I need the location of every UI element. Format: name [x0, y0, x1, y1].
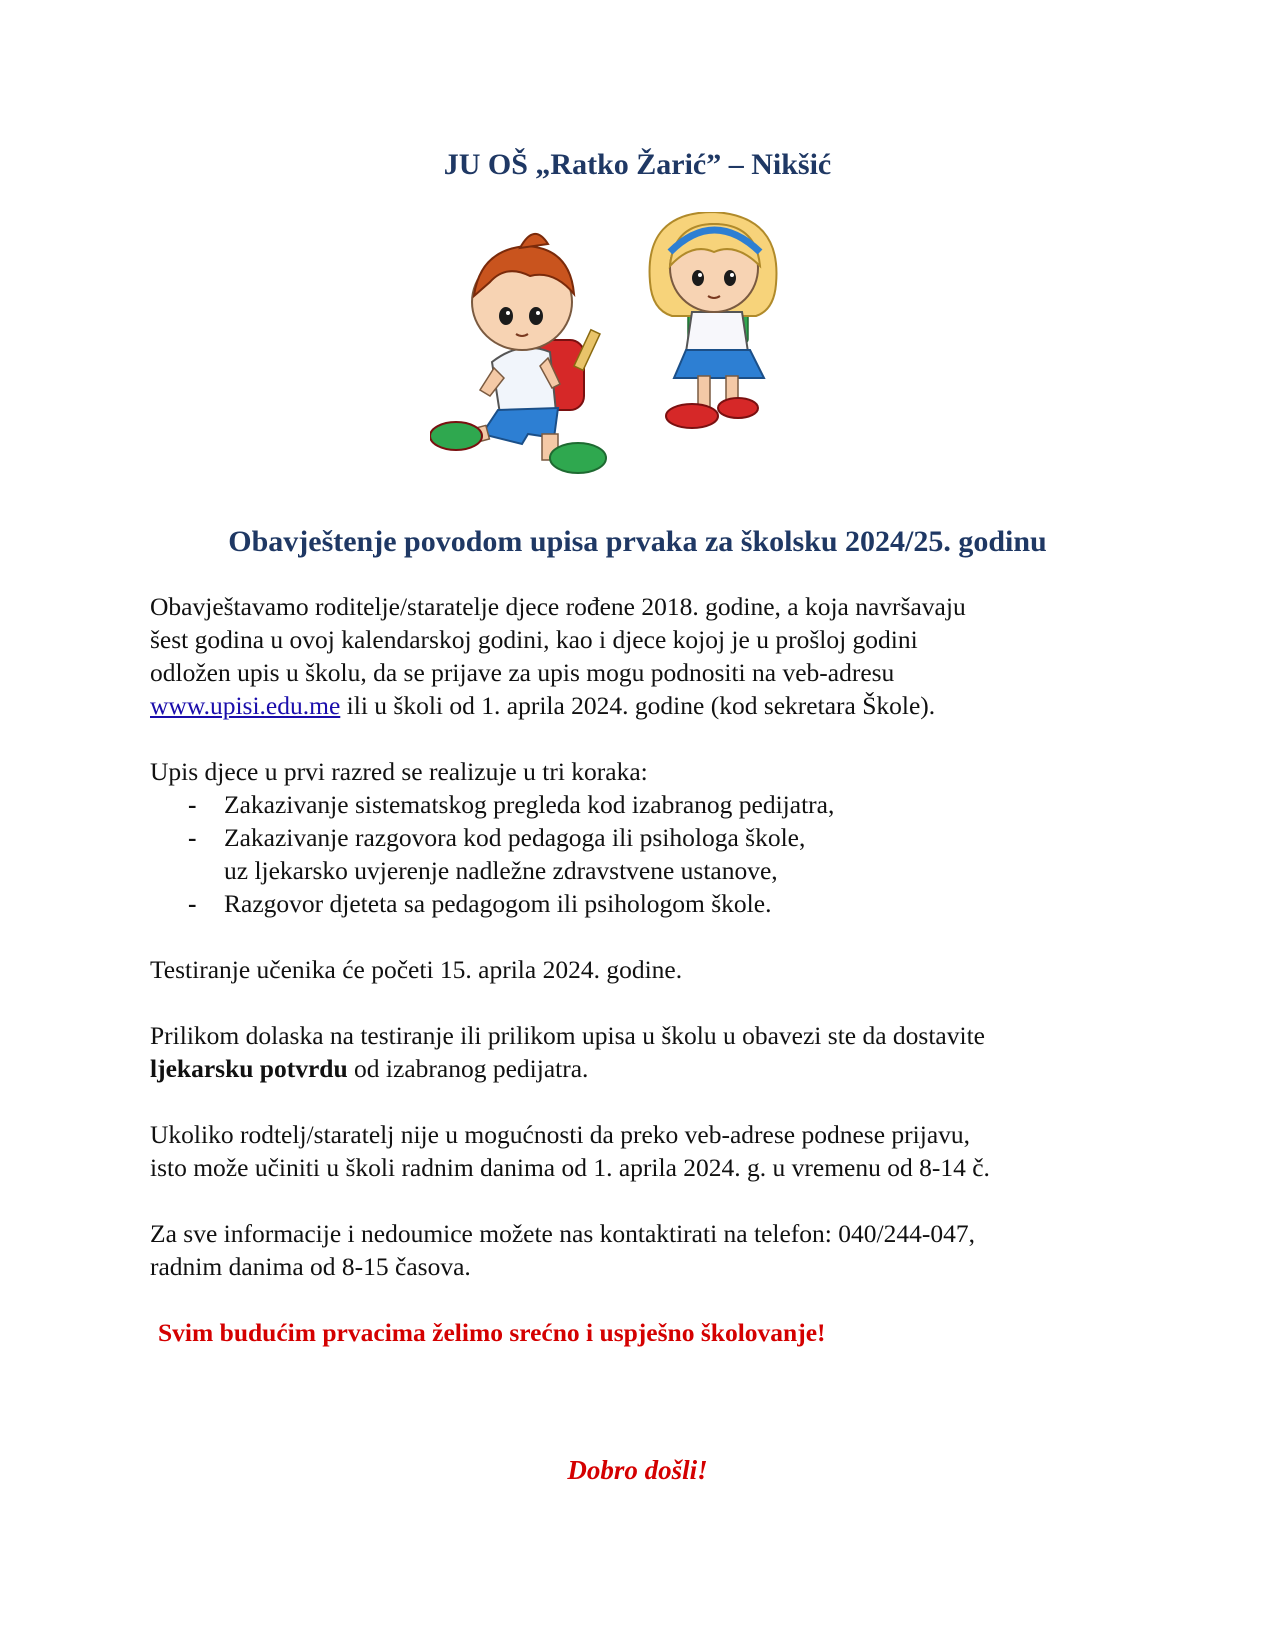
intro-line-3: odložen upis u školu, da se prijave za upis mogu podnositi na veb-adresu — [150, 658, 895, 687]
documents-line-1: Prilikom dolaska na testiranje ili prilikom upisa u školu u obavezi ste da dostavite — [150, 1021, 985, 1050]
upisi-link[interactable]: www.upisi.edu.me — [150, 691, 341, 720]
dash-bullet: - — [188, 889, 197, 918]
school-title: JU OŠ „Ratko Žarić” – Nikšić — [443, 148, 832, 181]
notice-heading: Obavještenje povodom upisa prvaka za školsku 2024/25. godinu — [228, 525, 1047, 558]
medical-certificate-bold: ljekarsku potvrdu — [150, 1054, 348, 1083]
steps-intro: Upis djece u prvi razred se realizuje u tri koraka: — [150, 757, 648, 786]
alternative-paragraph — [150, 1118, 1160, 1184]
dash-bullet: - — [188, 823, 197, 852]
welcome-line: Dobro došli! — [567, 1455, 708, 1485]
children-with-backpacks-icon — [430, 212, 850, 497]
intro-line-2: šest godina u ovoj kalendarskoj godini, kao i djece kojoj je u prošloj godini — [150, 625, 918, 654]
testing-paragraph: Testiranje učenika će početi 15. aprila 2024. godine. — [150, 955, 683, 984]
list-item — [150, 887, 1160, 920]
list-item — [150, 821, 1160, 887]
documents-line-2-rest: od izabranog pedijatra. — [347, 1054, 589, 1083]
boy-figure — [430, 234, 606, 473]
intro-paragraph — [150, 590, 1160, 722]
contact-line-2: radnim danima od 8-15 časova. — [150, 1252, 471, 1281]
alternative-line-2: isto može učiniti u školi radnim danima od 1. aprila 2024. g. u vremenu od 8-14 č. — [150, 1153, 990, 1182]
step-text: Zakazivanje sistematskog pregleda kod izabranog pedijatra, — [224, 790, 835, 819]
documents-paragraph — [150, 1019, 1160, 1085]
girl-figure — [650, 212, 777, 428]
step-text: Razgovor djeteta sa pedagogom ili psihologom škole. — [224, 889, 772, 918]
contact-line-1: Za sve informacije i nedoumice možete nas kontaktirati na telefon: 040/244-047, — [150, 1219, 975, 1248]
step-text-continued: uz ljekarsko uvjerenje nadležne zdravstvene ustanove, — [224, 856, 778, 885]
steps-list — [150, 788, 1160, 920]
alternative-line-1: Ukoliko rodtelj/staratelj nije u mogućnosti da preko veb-adrese podnese prijavu, — [150, 1120, 971, 1149]
intro-line-1: Obavještavamo roditelje/staratelje djece rođene 2018. godine, a koja navršavaju — [150, 592, 966, 621]
intro-line-4-rest: ili u školi od 1. aprila 2024. godine (kod sekretara Škole). — [340, 691, 936, 720]
contact-paragraph — [150, 1217, 1160, 1283]
step-text: Zakazivanje razgovora kod pedagoga ili psihologa škole, — [224, 823, 806, 852]
dash-bullet: - — [188, 790, 197, 819]
wish-line: Svim budućim prvacima želimo srećno i uspješno školovanje! — [158, 1318, 826, 1347]
list-item — [150, 788, 1160, 821]
notice-body — [150, 590, 1160, 1349]
